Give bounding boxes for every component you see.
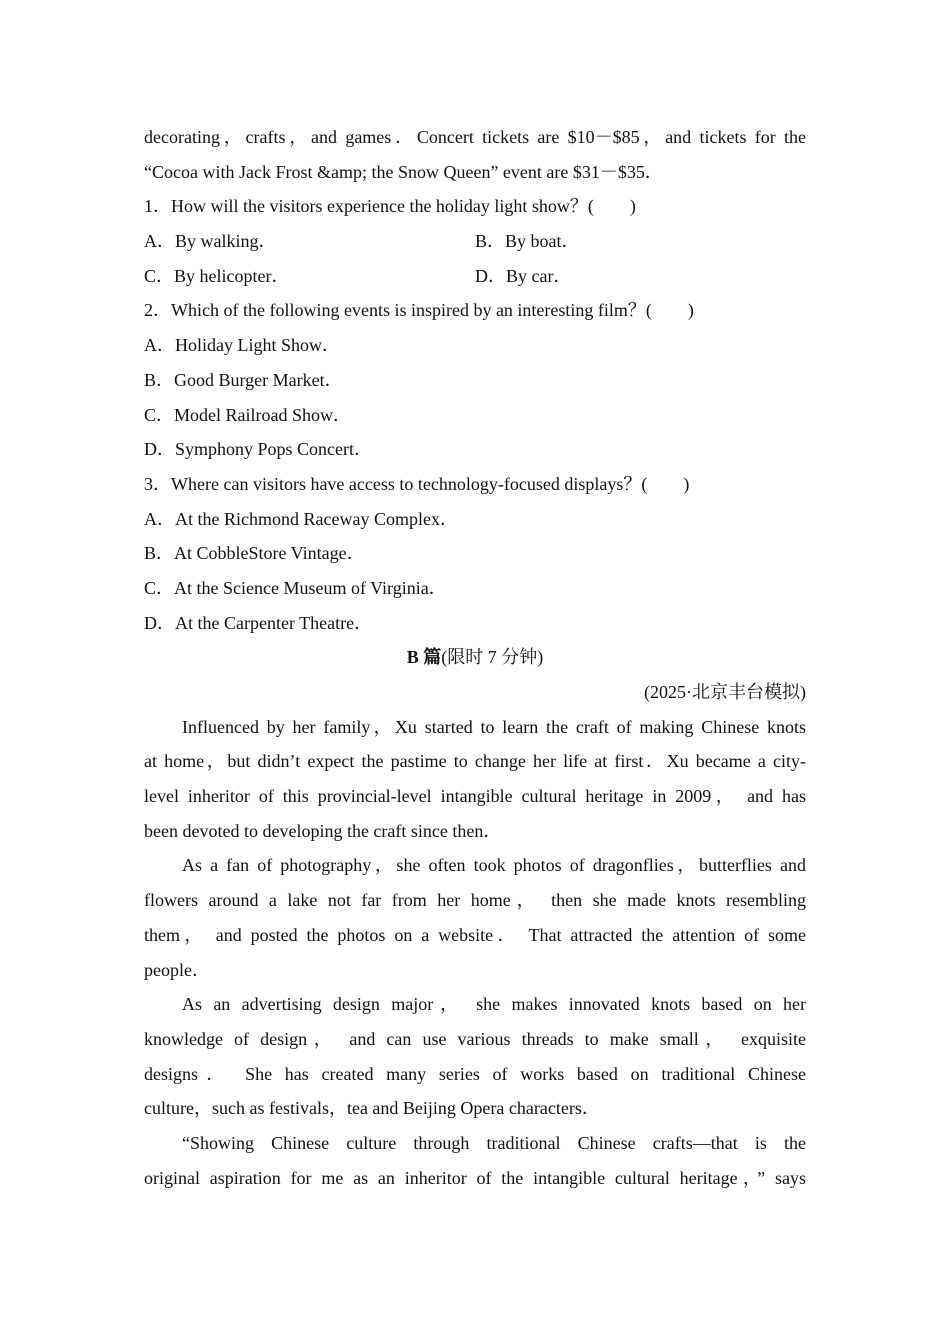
paragraph-line: level inheritor of this provincial-level intangible cultural heritage in 2009， and has xyxy=(144,786,806,807)
paragraph-line: been devoted to developing the craft since then． xyxy=(144,820,502,841)
paragraph-line: Influenced by her family，Xu started to learn the craft of making Chinese knots xyxy=(182,716,806,737)
paragraph-line: As a fan of photography，she often took photos of dragonflies，butterflies and xyxy=(182,855,806,876)
answer-option: B．Good Burger Market． xyxy=(144,369,343,390)
paragraph-line: flowers around a lake not far from her home， then she made knots resembling xyxy=(144,890,806,911)
question-stem: 1．How will the visitors experience the holiday light show？( ) xyxy=(144,196,636,217)
option-row xyxy=(144,224,806,259)
paragraph-line: designs． She has created many series of works based on traditional Chinese xyxy=(144,1063,806,1084)
paragraph-line: culture，such as festivals，tea and Beijing Opera characters． xyxy=(144,1098,600,1119)
answer-option: B．At CobbleStore Vintage． xyxy=(144,543,365,564)
question-stem: 3．Where can visitors have access to technology-focused displays？( ) xyxy=(144,473,690,494)
source-note: (2025·北京丰台模拟) xyxy=(644,682,806,702)
paragraph-line: knowledge of design， and can use various threads to make small， exquisite xyxy=(144,1028,806,1049)
document-page xyxy=(144,120,806,1195)
option-row xyxy=(144,259,806,294)
paragraph-line: original aspiration for me as an inheritor of the intangible cultural heritage，” says xyxy=(144,1167,806,1188)
answer-option: D．Symphony Pops Concert． xyxy=(144,439,373,460)
question-stem: 2．Which of the following events is inspired by an interesting film？( ) xyxy=(144,300,694,321)
answer-option: C．By helicopter． xyxy=(144,265,290,286)
paragraph-line: them， and posted the photos on a website． That attracted the attention of some xyxy=(144,924,806,945)
answer-option: A．At the Richmond Raceway Complex． xyxy=(144,508,458,529)
answer-option: D．At the Carpenter Theatre． xyxy=(144,612,373,633)
paragraph-line: at home，but didn’t expect the pastime to change her life at first．Xu became a city- xyxy=(144,751,806,772)
passage-line: decorating，crafts，and games．Concert tickets are $10－$85，and tickets for the xyxy=(144,127,806,147)
paragraph-line: people． xyxy=(144,959,210,980)
paragraph-line: “Showing Chinese culture through traditional Chinese crafts—that is the xyxy=(182,1132,806,1153)
answer-option: A．Holiday Light Show． xyxy=(144,335,340,356)
passage-line: “Cocoa with Jack Frost &amp; the Snow Queen” event are $31－$35． xyxy=(144,161,663,182)
answer-option: C．At the Science Museum of Virginia． xyxy=(144,577,447,598)
answer-option: C．Model Railroad Show． xyxy=(144,404,351,425)
paragraph-line: As an advertising design major， she makes innovated knots based on her xyxy=(182,994,806,1015)
answer-option: D．By car． xyxy=(475,265,572,286)
answer-option: A．By walking． xyxy=(144,231,277,252)
answer-option: B．By boat． xyxy=(475,231,580,252)
section-title xyxy=(144,640,806,675)
section-time-limit: (限时 7 分钟) xyxy=(441,647,544,668)
section-title-bold: B 篇 xyxy=(406,647,442,668)
